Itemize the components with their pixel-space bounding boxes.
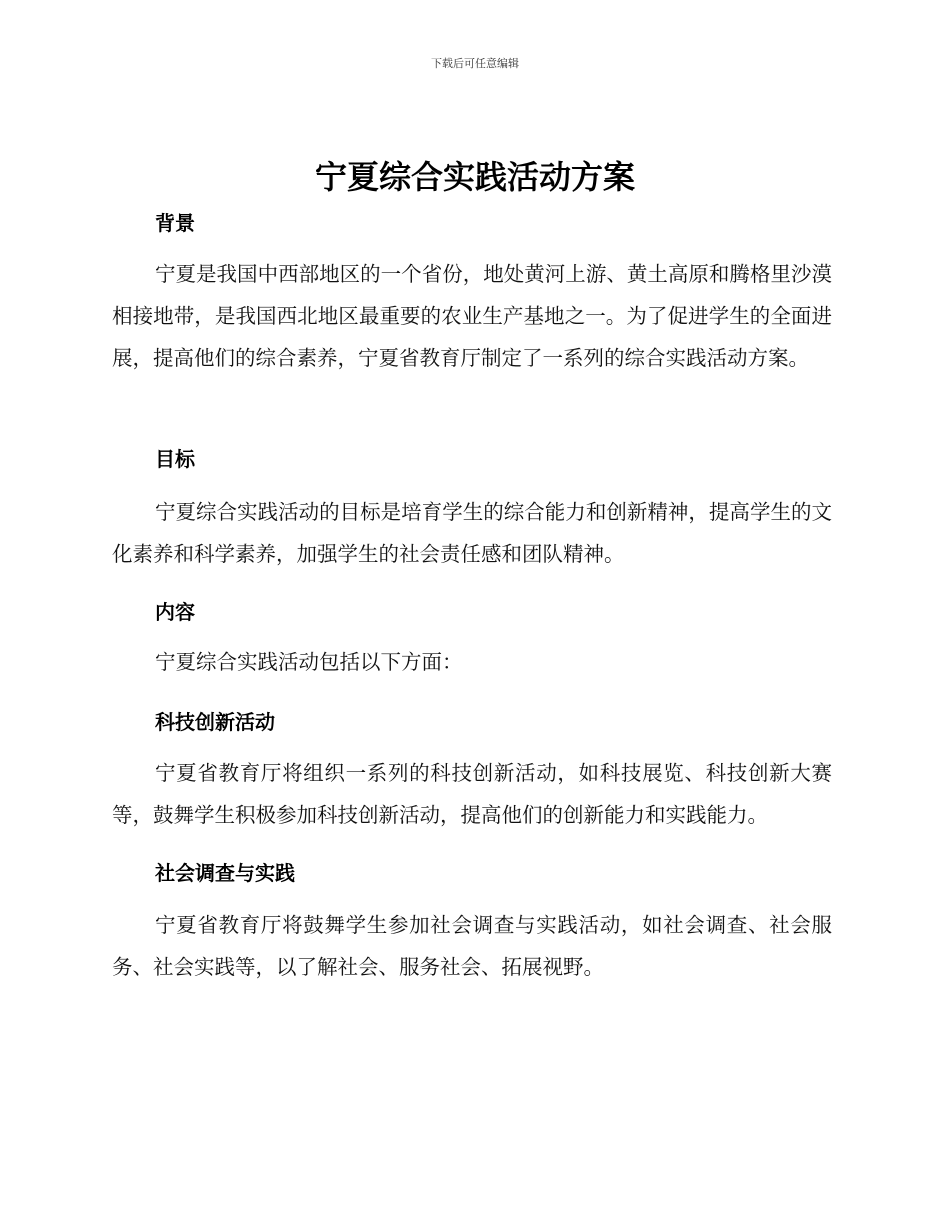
section-heading-goal: 目标 [155, 447, 195, 471]
section-heading-social: 社会调查与实践 [155, 861, 295, 885]
section-paragraph-content: 宁夏综合实践活动包括以下方面： [155, 650, 463, 674]
section-heading-background: 背景 [155, 211, 195, 235]
document-title: 宁夏综合实践活动方案 [314, 158, 635, 196]
section-heading-content: 内容 [155, 600, 195, 624]
section-heading-tech: 科技创新活动 [155, 710, 275, 734]
section-paragraph-social: 宁夏省教育厅将鼓舞学生参加社会调查与实践活动，如社会调查、社会服务、社会实践等，以了解社会、服务社会、拓展视野。 [112, 913, 832, 979]
section-paragraph-background: 宁夏是我国中西部地区的一个省份，地处黄河上游、黄土高原和腾格里沙漠相接地带，是我国西北地区最重要的农业生产基地之一。为了促进学生的全面进展，提高他们的综合素养，宁夏省教育厅制定了一系列的综合实践活动方案。 [112, 262, 832, 370]
header-note: 下载后可任意编辑 [431, 57, 519, 70]
section-paragraph-tech: 宁夏省教育厅将组织一系列的科技创新活动，如科技展览、科技创新大赛等，鼓舞学生积极参加科技创新活动，提高他们的创新能力和实践能力。 [112, 761, 832, 827]
section-paragraph-goal: 宁夏综合实践活动的目标是培育学生的综合能力和创新精神，提高学生的文化素养和科学素养，加强学生的社会责任感和团队精神。 [112, 500, 832, 566]
